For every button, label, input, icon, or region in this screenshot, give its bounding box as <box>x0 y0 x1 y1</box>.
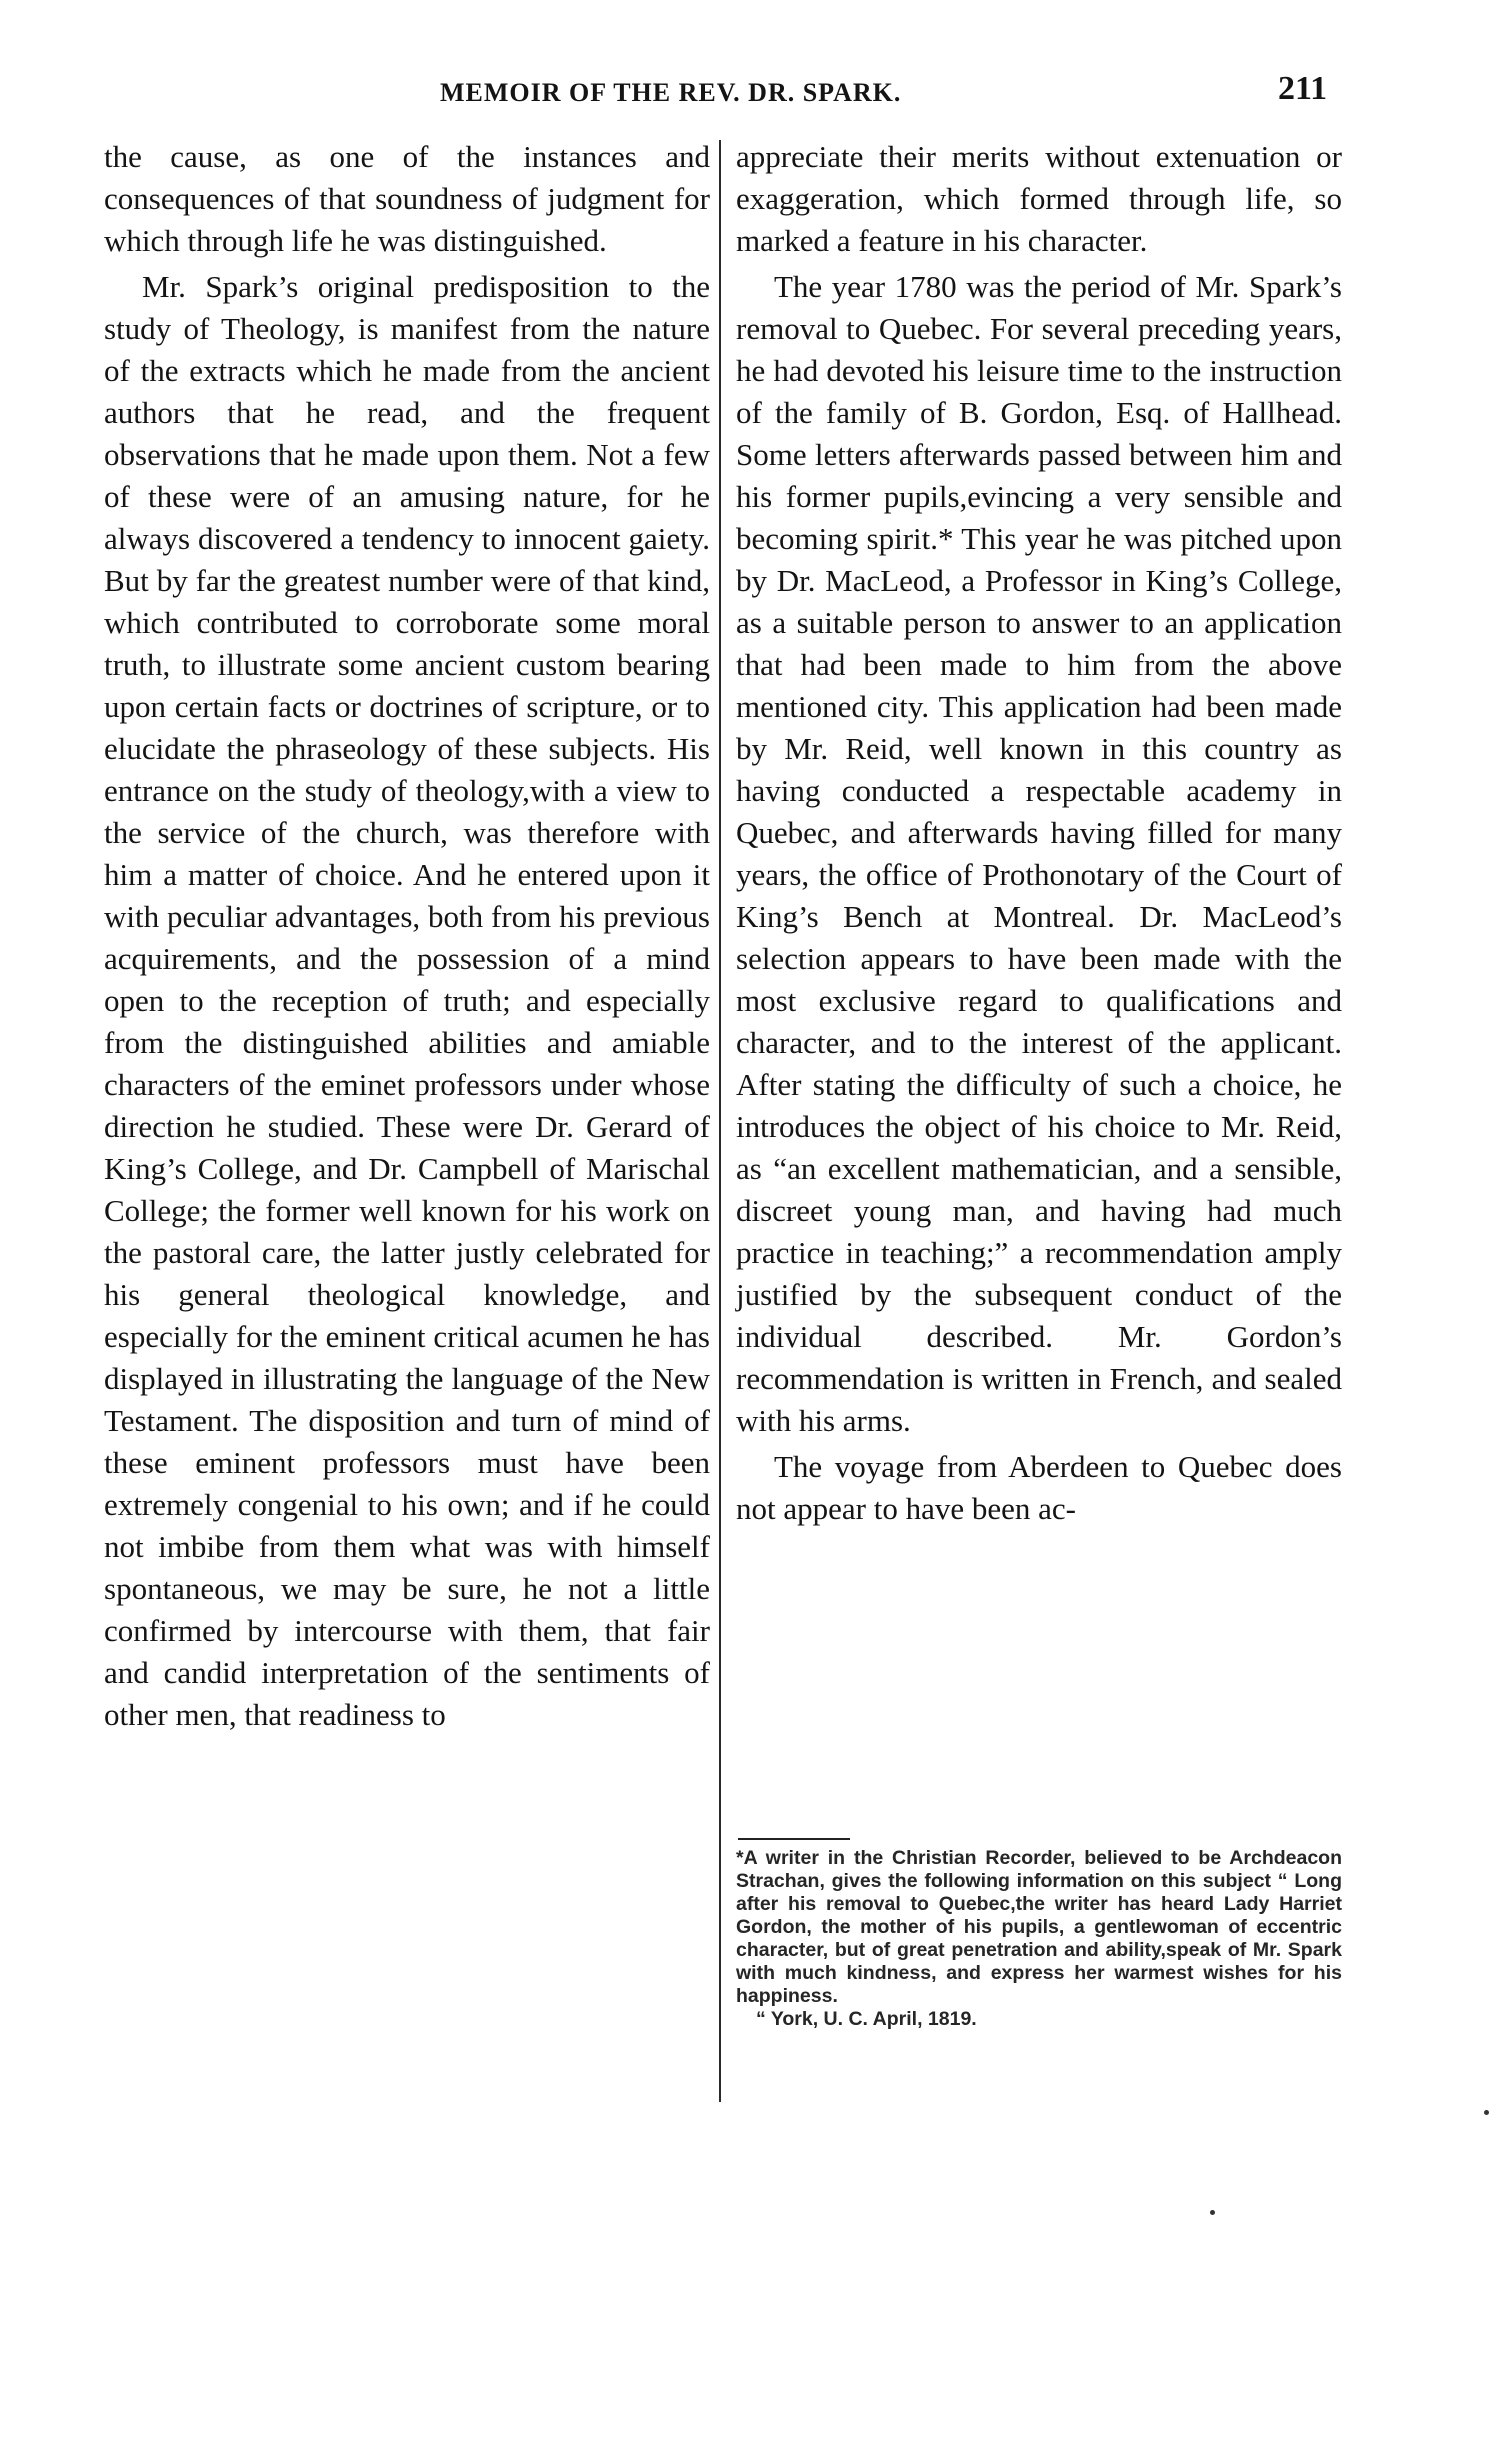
right-paragraph-3: The voyage from Aberdeen to Quebec does not appear to have been ac- <box>736 1449 1342 1526</box>
print-speck <box>1484 2110 1489 2115</box>
column-rule <box>719 140 721 2102</box>
left-paragraph-2: Mr. Spark’s original predisposition to the study of Theology, is manifest from the nature of the extracts which he made from the ancient authors that he read, and the frequent observations that he made upon them. Not a few of these were of an amusing nature, for he always discovered a tendency to innocent gaiety. But by far the greatest number were of that kind, which contributed to corroborate some moral truth, to illustrate some ancient custom bearing upon certain facts or doctrines of scripture, or to elucidate the phraseology of these subjects. His entrance on the study of theology,with a view to the service of the church, was therefore with him a matter of choice. And he entered upon it with peculiar advantages, both from his previous acquirements, and the possession of a mind open to the reception of truth; and especially from the distinguished abilities and amiable characters of the eminet professors under whose direction he studied. These were Dr. Gerard of King’s College, and Dr. Campbell of Marischal College; the former well known for his work on the pastoral care, the latter justly celebrated for his general theological knowledge, and especially for the eminent critical acumen he has displayed in illustrating the language of the New Testament. The disposition and turn of mind of these eminent professors must have been extremely congenial to his own; and if he could not imbibe from them what was with himself spontaneous, we may be sure, he not a little confirmed by intercourse with them, that fair and candid interpretation of the sentiments of other men, that readiness to <box>104 269 710 1732</box>
running-head: MEMOIR OF THE REV. DR. SPARK. <box>440 78 902 107</box>
footnote-rule <box>738 1838 850 1840</box>
right-column <box>736 136 1342 1530</box>
right-paragraph-1: appreciate their merits without extenuation or exaggeration, which formed through life, so marked a feature in his character. <box>736 139 1342 258</box>
page-number: 211 <box>1278 70 1328 107</box>
footnote <box>736 1847 1342 2031</box>
footnote-signature: “ York, U. C. April, 1819. <box>756 2008 977 2030</box>
print-speck <box>1210 2210 1215 2215</box>
left-paragraph-1: the cause, as one of the instances and consequences of that soundness of judgment for which through life he was distinguished. <box>104 139 710 258</box>
right-paragraph-2: The year 1780 was the period of Mr. Spark’s removal to Quebec. For several preceding years, he had devoted his leisure time to the instruction of the family of B. Gordon, Esq. of Hallhead. Some letters afterwards passed between him and his former pupils,evincing a very sensible and becoming spirit.* This year he was pitched upon by Dr. MacLeod, a Professor in King’s College, as a suitable person to answer to an application that had been made to him from the above mentioned city. This application had been made by Mr. Reid, well known in this country as having conducted a respectable academy in Quebec, and afterwards having filled for many years, the office of Prothonotary of the Court of King’s Bench at Montreal. Dr. MacLeod’s selection appears to have been made with the most exclusive regard to qualifications and character, and to the interest of the applicant. After stating the difficulty of such a choice, he introduces the object of his choice to Mr. Reid, as “an excellent mathematician, and a sensible, discreet young man, and having had much practice in teaching;” a recommendation amply justified by the subsequent conduct of the individual described. Mr. Gordon’s recommendation is written in French, and sealed with his arms. <box>736 269 1342 1438</box>
left-column <box>104 136 710 1736</box>
footnote-text: *A writer in the Christian Recorder, believed to be Archdeacon Strachan, gives the following information on this subject “ Long after his removal to Quebec,the writer has heard Lady Harriet Gordon, the mother of his pupils, a gentlewoman of eccentric character, but of great penetration and ability,speak of Mr. Spark with much kindness, and express her warmest wishes for his happiness. <box>736 1847 1342 2007</box>
